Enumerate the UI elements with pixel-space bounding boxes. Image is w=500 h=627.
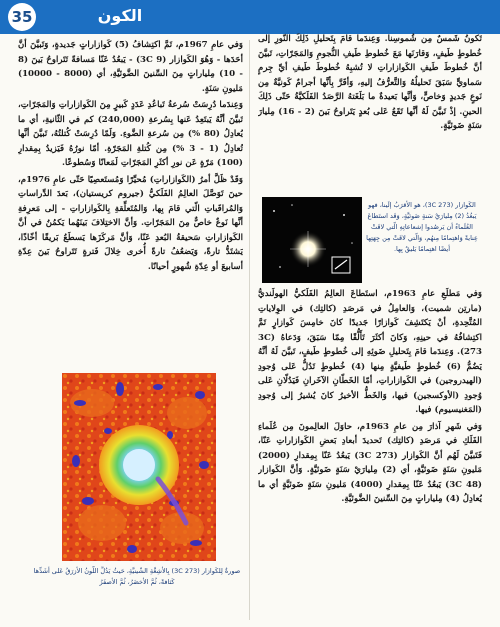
right-column-text-top	[258, 32, 482, 192]
paragraph: تَكونُ شَمسٌ مِن شُموسِنا. وَعِندَما قامَ بِتَحليلِ ذَلِكَ النّورِ إلى خُطوطٍ طَيفٍ، وَقارَنَها مَعَ خُطوطِ طَيفِ النُّجومِ وَالمَجَرّاتِ، تَبيَّنَ أنَّ خُطوطَ طَيفِ الكَوازاراتِ لا تُشبِهُ خُطوطَ طَيفِ أيِّ جِرمٍ سَماويٍّ سَبَقَ تَحليلُهُ وَالتَّعرُّفُ إليهِ، وَأقَرَّ بِأنَّها أجرامٌ كَونيَّةٌ مِن نَوعٍ جَديدٍ وَخاصٍّ، وَأنَّها بَعيدةٌ ما بَلَغَتهُ الرَّصَدُ الفَلَكيَّةُ حَتّى ذَلِكَ الحينِ. إذْ تَبيَّنَ لَهُ أنَّها تَقَعُ عَلى بُعدٍ يَتَراوحُ بَينَ (2 - 16) مِليارَ سَنَةٍ ضَوئيَّةٍ.	[258, 34, 482, 131]
paragraph: وَفي مَطلَعِ عامِ 1963م، استَطاعَ العالِمُ الفَلَكيُّ الهولَنديُّ (مارتِن شميت)، وَالعامِلُ في مَرصَدِ (كالتِك) في الوِلاياتِ المُتَّحِدةِ، أنْ يَكتَشِفَ كَوازارًا جَديدًا كانَ خامِسَ كَوازارٍ تَمَّ اكتِشافُهُ في حينِهِ، وَكانَ أكثَرَ تَأَلُّقًا مِمّا سَبَقَ، وَدَعاهُ (3C 273). وَعِندَما قامَ بِتَحليلِ ضَوئِهِ إلى خُطوطٍ طَيفٍ، تَبيَّنَ لَهُ أنَّهُ يَضُمُّ (6) خُطوطٍ طَيفيَّةٍ مِنها (4) خُطوطٍ تَدُلُّ عَلى وُجودِ (الهيدروجين) في الكَوازاراتِ، أمّا الخَطّانِ الآخَرانِ فَيَدُلّانِ عَلى وُجودِ (الأوكسجين) فيها، وَالخَطُّ الأخيرُ كانَ يُشيرُ إلى وُجودِ (المَغنيسيوم) فيها.	[258, 289, 482, 415]
paragraph: وَعِندَما دُرِسَتْ سُرعةُ تَباعُدِ عَدَدٍ كَبيرٍ مِنَ الكَوازاراتِ وَالمَجَرّاتِ، تَبيَّنَ أنَّهُ يَبتَعِدُ عَنها بِسُرعةِ (240,000) كم في الثّانيةِ، أي ما يُعادِلُ (80 %) مِن سُرعةِ الضَّوءِ. وَلَمّا دُرِسَتْ كُتلتُهُ، تَبيَّنَ أنَّها تُعادِلُ (1 - 3 %) مِن كُتلةِ المَجَرّةِ. أمّا نورُهُ فَيَزيدُ بِمِقدارِ (100) مَرّةٍ عَن نورِ أكثَرِ المَجَرّاتِ لَمَعانًا وَسُطوعًا.	[18, 100, 243, 168]
page-number: 35	[8, 3, 36, 31]
paragraph: وَفي عامِ 1967م، تَمَّ اكتِشافُ (5) كَوازاراتٍ جَديدةٍ، وَتَبيَّنَ أنَّ أحَدَها - وَهُوَ الكَوازار (9 3C) - يَبعُدُ عَنّا مَسافةً تَتَراوحُ بَينَ (8 - 10) مِلياراتٍ مِنَ السِّنينَ الضَّوئيَّةِ، أي (8000 - 10000) مَليونِ سَنَةٍ.	[18, 40, 243, 94]
column-gutter	[249, 40, 250, 620]
xray-false-color-graphic	[62, 373, 216, 561]
chapter-title: الكون	[97, 6, 143, 25]
chapter-header-band	[0, 0, 500, 34]
paragraph: وَقَدْ ظَلَّ أمرُ (الكَوازاراتِ) مُحيِّرًا وَمُستَعصِيًا حَتّى عامِ 1976م، حينَ تَوَصَّلَ العالِمُ الفَلَكيُّ (جيروم كريستيان)، بَعدَ الدِّراساتِ وَالمُراقَباتِ الّتي قامَ بِها، وَالمُتَعلِّقةِ بِالكَوازاراتِ - إلى مَعرِفةِ أنَّها نَوعٌ خاصٌّ مِنَ المَجَرّاتِ. وَأنَّ الاختِلافَ بَينَهُما يَكمُنُ في أنَّ الكَوازاراتِ سَحيقةُ البُعدِ عَنّا، وَأنَّ مَركَزَها يَسطَعُ بَريقًا أخّاذًا، يَشتَدُّ تارةً، وَيَضعُفُ تارةً أُخرى خِلالَ فَترةٍ تَتَراوحُ بَينَ عِدّةِ أسابيعَ أو عِدّةِ شُهورٍ أحيانًا.	[18, 174, 243, 272]
right-column-text-bottom	[258, 287, 482, 622]
quasar-starfield-graphic	[262, 197, 362, 283]
xray-image-caption: صورةٌ لِلكَوازار (3C 273) بِالأشِعَّةِ الشّينيَّةِ، حَيثُ يَدُلُّ اللَّونُ الأزرَقُ عَلى أشَدِّها كَثافةً، ثُمَّ الأخضَرُ، ثُمَّ الأصفَرُ	[33, 567, 241, 586]
quasar-photo	[262, 197, 362, 283]
paragraph: وَفي شَهرِ آذارَ مِن عامِ 1963م، حاوَلَ العالِمونَ مِن عُلَماءِ الفَلَكِ في مَرصَدِ (كالتِك) تَحديدَ أبعادِ بَعضِ الكَوازاراتِ عَنّا، فَتَبيَّنَ لَهُم أنَّ الكَوازار (3C 273) يَبعُدُ عَنّا بِمِقدارِ (2000) مَليونِ سَنَةٍ ضَوئيَّةٍ، أي (2) مِليارَيْ سَنَةٍ ضَوئيَّةٍ. وَأنَّ الكَوازار (3C 48) يَبعُدُ عَنّا بِمِقدارِ (4000) مَليونِ سَنَةٍ ضَوئيَّةٍ أي ما يُعادِلُ (4) مِلياراتٍ مِنَ السِّنينَ الضَّوئيَّةِ.	[258, 421, 482, 504]
quasar-xray-image	[62, 373, 216, 561]
quasar-photo-caption: الكَوازار (3C 273)، هو الأقرَبُ إلَينا، فهو يَبعُدُ (2) مِليارَيْ سَنةٍ ضَوئيَّةٍ، وَقَد استَطاعَ العُلَماءُ أن يَرصُدوا إشعاعاتِهِ الّتي لاقَتْ عِنايةً وَاهتِمامًا مِنهُم، وَالّتي لاقَتْ مِن جِهَتِها أيضًا اهتِمامًا يَليقُ بِها.	[366, 201, 478, 253]
